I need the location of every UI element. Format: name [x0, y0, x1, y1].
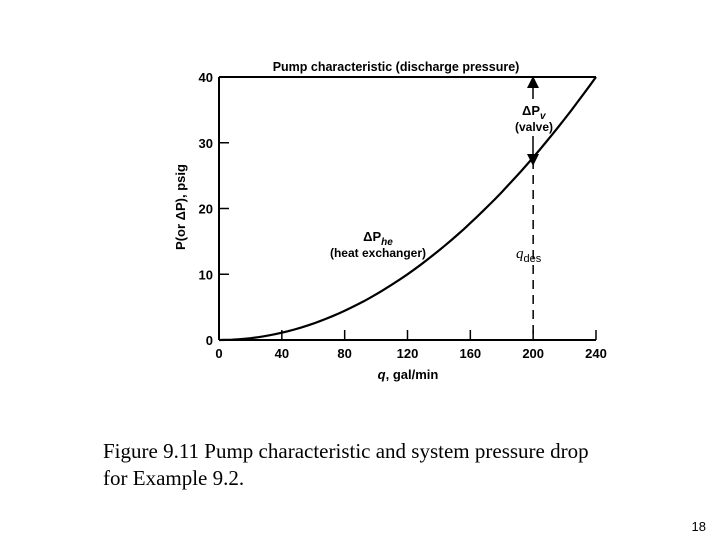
- design-flow-label: $q_{des}$: [516, 246, 542, 265]
- chart-title: Pump characteristic (discharge pressure): [272, 60, 520, 74]
- he-delta-label: $\Delta P_{he}$: [363, 229, 393, 248]
- x-tick-label: 200: [522, 346, 545, 361]
- x-axis-label-unit: , gal/min: [385, 367, 439, 382]
- slide-number: 18: [691, 519, 706, 534]
- valve-annotation: [515, 82, 553, 160]
- x-tick-label: 0: [215, 346, 223, 361]
- figure-caption: [103, 438, 703, 492]
- he-label: (heat exchanger): [329, 246, 427, 260]
- y-tick-label: 0: [205, 333, 213, 348]
- x-tick-label: 160: [459, 346, 482, 361]
- caption-line-1: Figure 9.11 Pump characteristic and system pressure drop: [103, 439, 589, 463]
- x-tick-label: 240: [585, 346, 607, 361]
- y-tick-label: 40: [198, 70, 213, 85]
- x-tick-label: 120: [396, 346, 419, 361]
- x-tick-label: 80: [337, 346, 352, 361]
- valve-delta-label: $\Delta P_v$: [522, 103, 546, 122]
- y-tick-label: 20: [198, 201, 213, 217]
- caption-line-2: for Example 9.2.: [103, 466, 245, 490]
- heat-exchanger-annotation: [330, 229, 426, 260]
- y-tick-label: 30: [198, 135, 213, 151]
- design-flow-annotation: [516, 160, 542, 340]
- x-axis-label-variable: q: [377, 367, 386, 382]
- ticks: [199, 70, 607, 361]
- y-axis-label: P(or ΔP), psig: [173, 164, 188, 250]
- valve-label: (valve): [514, 120, 554, 134]
- x-axis-label: [378, 367, 439, 382]
- x-tick-label: 40: [274, 346, 290, 361]
- y-tick-label: 10: [198, 267, 213, 283]
